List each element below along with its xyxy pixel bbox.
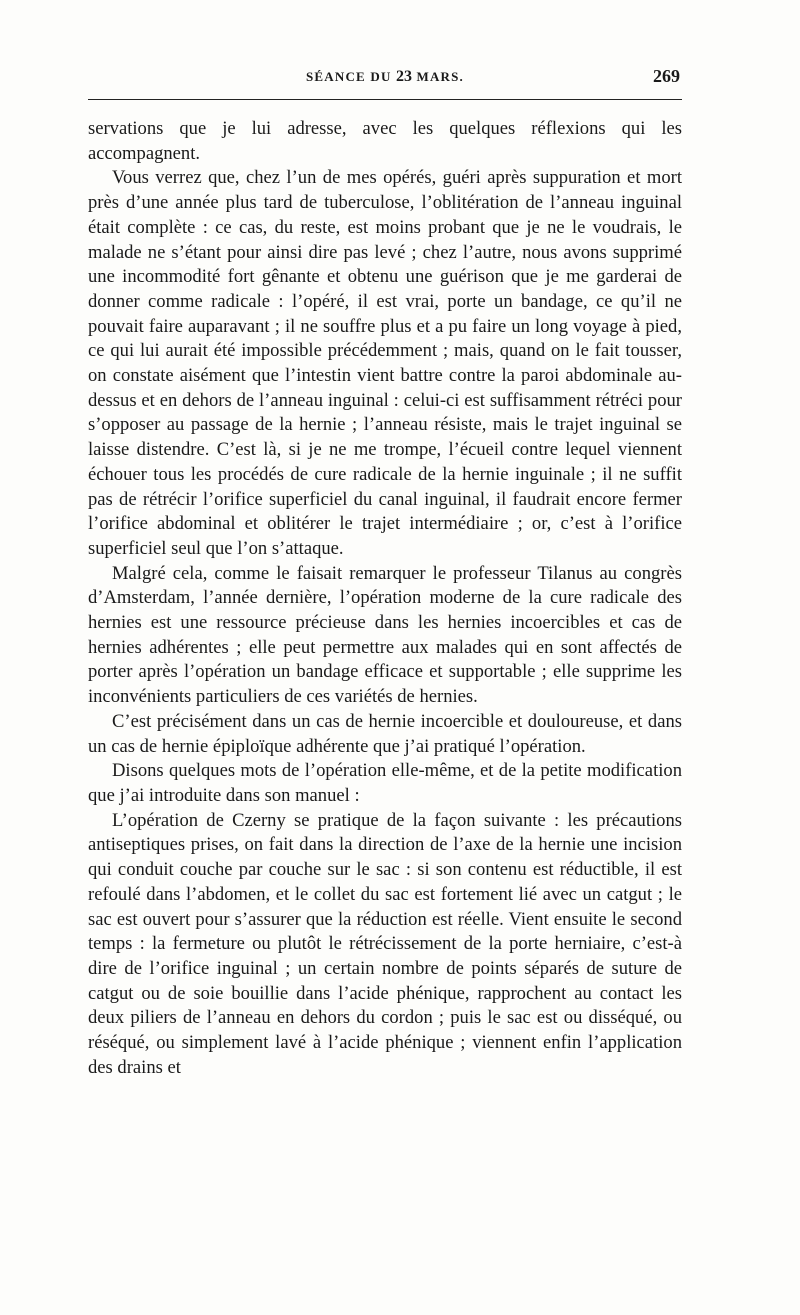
body-text [88, 117, 682, 1080]
paragraph: L’opération de Czerny se pratique de la façon suivante : les précautions antiseptiques prises, on fait dans la direction de l’axe de la hernie une incision qui conduit couche par couche sur le sac : si son contenu est réductible, il est refoulé dans l’abdomen, et le collet du sac est fortement lié avec un catgut ; le sac est ouvert pour s’assurer que la réduction est réelle. Vient ensuite le second temps : la fermeture ou plutôt le rétrécissement de la porte herniaire, c’est-à dire de l’orifice inguinal ; un certain nombre de points séparés de suture de catgut ou de soie bouillie dans l’acide phénique, rapprochent au contact les deux piliers de l’anneau en dehors du cordon ; puis le sac est ou disséqué, ou réséqué, ou simplement lavé à l’acide phénique ; viennent enfin l’application des drains et [88, 809, 682, 1078]
paragraph: Vous verrez que, chez l’un de mes opérés, guéri après suppuration et mort près d’une année plus tard de tuberculose, l’oblitération de l’anneau inguinal était complète : ce cas, du reste, est moins probant que je ne le voudrais, le malade ne s’étant pour ainsi dire pas levé ; chez l’autre, nous avons supprimé une incommodité fort gênante et obtenu une guérison que je me garderai de donner comme radicale : l’opéré, il est vrai, porte un bandage, ce qu’il ne pouvait faire auparavant ; il ne souffre plus et a pu faire un long voyage à pied, ce qui lui aurait été impossible précédemment ; mais, quand on le fait tousser, on constate aisément que l’intestin vient battre contre la paroi abdominale au-dessus et en dehors de l’anneau inguinal : celui-ci est suffisamment rétréci pour s’opposer au passage de la hernie ; l’anneau résiste, mais le trajet inguinal se laisse distendre. C’est là, si je ne me trompe, l’écueil contre lequel viennent échouer tous les procédés de cure radicale de la hernie inguinale ; il ne suffit pas de rétrécir l’orifice superficiel du canal inguinal, il faudrait encore fermer l’orifice abdominal et oblitérer le trajet intermédiaire ; or, c’est à l’orifice superficiel seul que l’on s’attaque. [88, 167, 682, 559]
running-title-prefix: SÉANCE DU [305, 69, 392, 84]
running-title-suffix: MARS. [416, 69, 464, 84]
running-header [88, 58, 682, 98]
running-title-day: 23 [396, 68, 413, 85]
header-rule [88, 99, 682, 100]
paragraph: C’est précisément dans un cas de hernie incoercible et douloureuse, et dans un cas de hernie épiploïque adhérente que j’ai pratiqué l’opération. [88, 710, 682, 757]
page-number: 269 [653, 66, 680, 86]
paragraph-continuation: servations que je lui adresse, avec les quelques réflexions qui les accompagnent. [88, 118, 682, 164]
paragraph: Malgré cela, comme le faisait remarquer le professeur Tilanus au congrès d’Amsterdam, l’année dernière, l’opération moderne de la cure radicale des hernies est une ressource précieuse dans les hernies incoercibles et cas de hernies adhérentes ; elle peut permettre aux malades qui en sont affectés de porter après l’opération un bandage efficace et supportable ; elle supprime les inconvénients particuliers de ces variétés de hernies. [88, 562, 682, 708]
running-title [88, 68, 682, 86]
paragraph: Disons quelques mots de l’opération elle-même, et de la petite modification que j’ai introduite dans son manuel : [88, 760, 682, 806]
